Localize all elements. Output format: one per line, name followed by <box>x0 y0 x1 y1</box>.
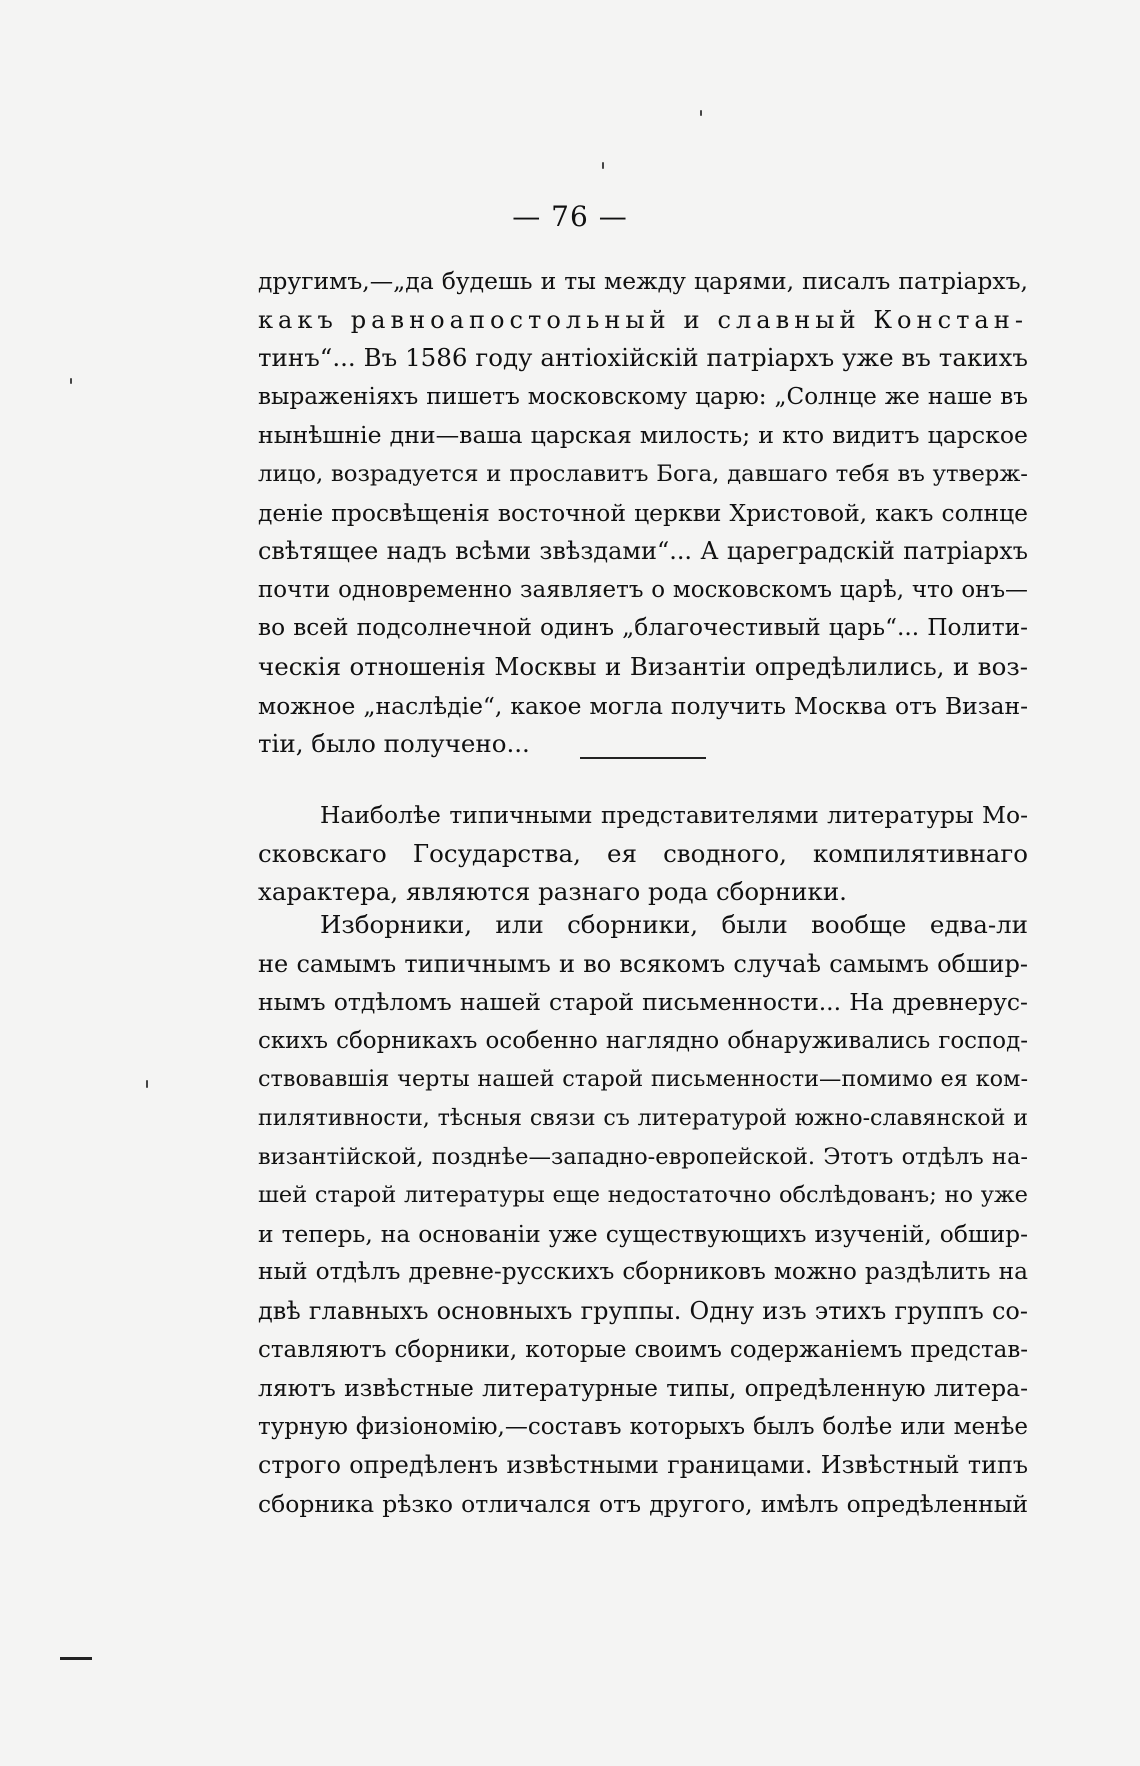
text-line: деніе просвѣщенія восточной церкви Христовой, какъ солнце <box>258 498 1028 527</box>
text-line: лицо, возрадуется и прославитъ Бога, давшаго тебя въ утверж- <box>258 460 1028 487</box>
text-line: характера, являются разнаго рода сборники. <box>258 877 847 907</box>
text-line: тіи, было получено... <box>258 729 530 759</box>
text-line: пилятивности, тѣсныя связи съ литературой южно-славянской и <box>258 1104 1028 1131</box>
page-number: — 76 — <box>512 200 628 233</box>
text-line: сборника рѣзко отличался отъ другого, имѣлъ опредѣленный <box>258 1489 1028 1518</box>
text-line: Изборники, или сборники, были вообще едва-ли <box>320 910 1028 939</box>
text-line: ный отдѣлъ древне-русскихъ сборниковъ можно раздѣлить на <box>258 1258 1028 1286</box>
text-line: сковскаго Государства, ея сводного, компилятивнаго <box>258 838 1028 868</box>
scan-speck <box>602 162 604 169</box>
scan-speck <box>70 378 72 384</box>
text-line: ляютъ извѣстные литературные типы, опредѣленную литера- <box>258 1374 1028 1403</box>
text-line: двѣ главныхъ основныхъ группы. Одну изъ этихъ группъ со- <box>258 1296 1028 1325</box>
text-line: свѣтящее надъ всѣми звѣздами“... А цареградскій патріархъ <box>258 537 1028 566</box>
text-line: нымъ отдѣломъ нашей старой письменности... На древнерус- <box>258 988 1028 1017</box>
text-line: нынѣшніе дни—ваша царская милость; и кто видитъ царское <box>258 421 1028 450</box>
scan-edge-mark <box>60 1657 92 1660</box>
text-line: византійской, позднѣе—западно-европейской. Этотъ отдѣлъ на- <box>258 1143 1028 1170</box>
text-line: ческія отношенія Москвы и Византіи опредѣлились, и воз- <box>258 651 1028 681</box>
text-line: почти одновременно заявляетъ о московскомъ царѣ, что онъ— <box>258 576 1028 603</box>
text-line: турную физіономію,—составъ которыхъ былъ болѣе или менѣе <box>258 1413 1028 1440</box>
section-divider <box>580 757 706 759</box>
paragraph-continued <box>258 262 1028 764</box>
text-line: можное „наслѣдіе“, какое могла получить Москва отъ Визан- <box>258 691 1028 720</box>
text-line: другимъ,—„да будешь и ты между царями, писалъ патріархъ, <box>258 267 1028 295</box>
scan-speck <box>700 110 702 116</box>
paragraph-intro <box>258 796 1028 912</box>
text-line: скихъ сборникахъ особенно наглядно обнаруживались господ- <box>258 1027 1028 1054</box>
paragraph-main <box>258 906 1028 1524</box>
text-line: строго опредѣленъ извѣстными границами. Извѣстный типъ <box>258 1451 1028 1480</box>
text-line: шей старой литературы еще недостаточно обслѣдованъ; но уже <box>258 1182 1028 1209</box>
text-line: тинъ“... Въ 1586 году антіохійскій патріархъ уже въ такихъ <box>258 343 1028 373</box>
scan-speck <box>146 1080 148 1088</box>
text-line: ставляютъ сборники, которые своимъ содержаніемъ представ- <box>258 1336 1028 1363</box>
text-line: Наиболѣе типичными представителями литературы Мо- <box>320 801 1028 829</box>
text-line: ствовавшія черты нашей старой письменности—помимо ея ком- <box>258 1066 1028 1093</box>
text-line: и теперь, на основаніи уже существующихъ изученій, обшир- <box>258 1219 1028 1248</box>
text-line: выраженіяхъ пишетъ московскому царю: „Солнце же наше въ <box>258 383 1028 410</box>
text-line: не самымъ типичнымъ и во всякомъ случаѣ самымъ обшир- <box>258 949 1028 978</box>
text-line: какъ равноапостольный и славный Констан- <box>258 305 1028 334</box>
text-line: во всей подсолнечной одинъ „благочестивый царь“... Полити- <box>258 614 1028 642</box>
